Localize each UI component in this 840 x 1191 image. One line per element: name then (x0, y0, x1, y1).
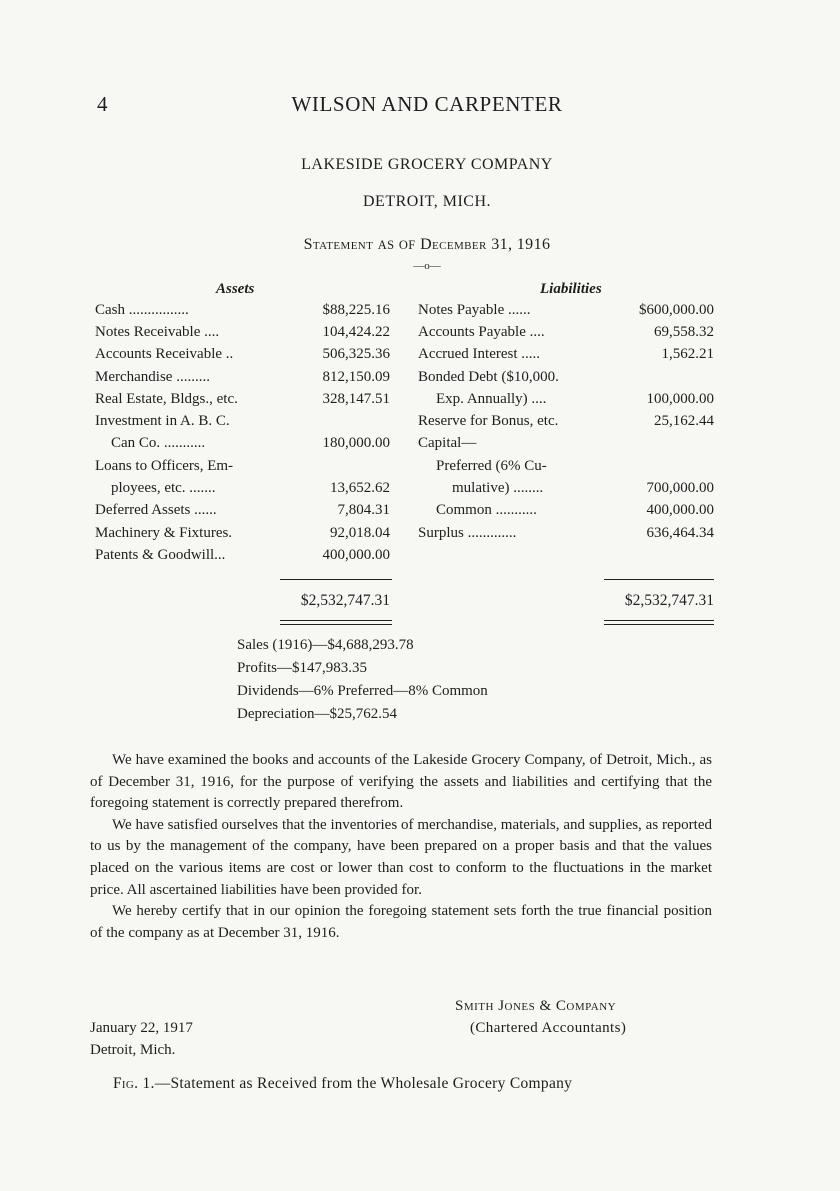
asset-amount: 92,018.04 (330, 525, 390, 541)
assets-heading: Assets (216, 281, 255, 297)
liability-label: mulative) ........ (452, 480, 544, 496)
certificate-paragraph: We have examined the books and accounts of the Lakeside Grocery Company, of Detroit, Mich., as of December 31, 1916, for the purpose of verifying the assets and liabilities and certifying that the foregoing statement is correctly prepared therefrom. (90, 752, 712, 812)
liability-label: Reserve for Bonus, etc. (418, 413, 559, 429)
certificate-paragraph: We hereby certify that in our opinion the foregoing statement sets forth the true financial position of the company as at December 31, 1916. (90, 903, 712, 941)
asset-amount: 400,000.00 (322, 547, 390, 563)
liability-label: Common ........... (436, 502, 537, 518)
assets-total-rule (280, 579, 392, 580)
page-number: 4 (97, 92, 108, 116)
asset-label: Accounts Receivable .. (95, 346, 234, 362)
liabilities-heading: Liabilities (540, 281, 602, 297)
liabilities-double-rule (604, 620, 714, 625)
asset-label: Merchandise ......... (95, 369, 210, 385)
asset-amount: $88,225.16 (322, 302, 390, 318)
asset-label: Patents & Goodwill... (95, 547, 226, 563)
figure-caption-text: —Statement as Received from the Wholesale Grocery Company (154, 1075, 573, 1092)
liability-label: Accrued Interest ..... (418, 346, 541, 362)
asset-amount: 7,804.31 (337, 502, 390, 518)
title-date: 31, 1916 (491, 236, 551, 253)
summary-profits: Profits—$147,983.35 (237, 660, 368, 676)
asset-label: Machinery & Fixtures. (95, 525, 233, 541)
asset-amount: 104,424.22 (322, 324, 390, 340)
asset-label: Cash ................ (95, 302, 189, 318)
liability-label: Accounts Payable .... (418, 324, 545, 340)
liabilities-total: $2,532,747.31 (624, 592, 714, 609)
title-word-statement: Statement (303, 236, 374, 253)
asset-amount: 506,325.36 (322, 346, 390, 362)
liability-amount: 400,000.00 (646, 502, 714, 518)
liability-amount: 636,464.34 (646, 525, 714, 541)
title-word-of: OF (398, 238, 416, 252)
liability-label: Exp. Annually) .... (436, 391, 547, 407)
statement-title (0, 236, 840, 254)
signer-subtitle: (Chartered Accountants) (470, 1020, 627, 1036)
liabilities-total-rule (604, 579, 714, 580)
asset-label: Can Co. ........... (111, 435, 206, 451)
liability-amount: 1,562.21 (661, 346, 714, 362)
liability-label: Surplus ............. (418, 525, 517, 541)
asset-label: Deferred Assets ...... (95, 502, 217, 518)
liability-amount: 69,558.32 (654, 324, 714, 340)
asset-label: Investment in A. B. C. (95, 413, 230, 429)
company-location: DETROIT, MICH. (362, 193, 492, 210)
liability-label: Capital— (418, 435, 477, 451)
summary-sales: Sales (1916)—$4,688,293.78 (237, 637, 414, 653)
asset-amount: 328,147.51 (322, 391, 390, 407)
certificate-paragraph: We have satisfied ourselves that the inventories of merchandise, materials, and supplies, as reported to us by the management of the company, have been prepared on a proper basis and that the values placed on the various items are cost or lower than cost to conform to the fluctuations in the market price. All ascertained liabilities have been provided for. (90, 816, 712, 898)
liability-amount: 100,000.00 (646, 391, 714, 407)
title-word-month: December (420, 236, 487, 253)
liability-label: Preferred (6% Cu- (436, 458, 547, 474)
signer-name: Smith Jones & Company (455, 998, 617, 1014)
asset-amount: 812,150.09 (322, 369, 390, 385)
asset-label: ployees, etc. ....... (111, 480, 216, 496)
asset-label: Real Estate, Bldgs., etc. (95, 391, 238, 407)
asset-label: Loans to Officers, Em- (95, 458, 234, 474)
liability-amount: 700,000.00 (646, 480, 714, 496)
company-name: LAKESIDE GROCERY COMPANY (301, 156, 553, 173)
certificate-text (90, 750, 712, 944)
asset-amount: 13,652.62 (330, 480, 390, 496)
figure-label: Fig. 1. (113, 1075, 155, 1092)
running-head: WILSON AND CARPENTER (291, 92, 563, 116)
liability-amount: 25,162.44 (654, 413, 714, 429)
liability-label: Bonded Debt ($10,000. (418, 369, 559, 385)
asset-label: Notes Receivable .... (95, 324, 220, 340)
liability-label: Notes Payable ...... (418, 302, 531, 318)
liability-amount: $600,000.00 (639, 302, 714, 318)
certificate-place: Detroit, Mich. (90, 1042, 176, 1058)
certificate-date: January 22, 1917 (90, 1020, 193, 1036)
separator-ornament: —o— (413, 260, 441, 272)
title-word-as: AS (377, 238, 395, 252)
summary-dividends: Dividends—6% Preferred—8% Common (237, 683, 488, 699)
assets-total: $2,532,747.31 (300, 592, 390, 609)
figure-caption (113, 1075, 572, 1093)
summary-depreciation: Depreciation—$25,762.54 (237, 706, 397, 722)
asset-amount: 180,000.00 (322, 435, 390, 451)
assets-double-rule (280, 620, 392, 625)
